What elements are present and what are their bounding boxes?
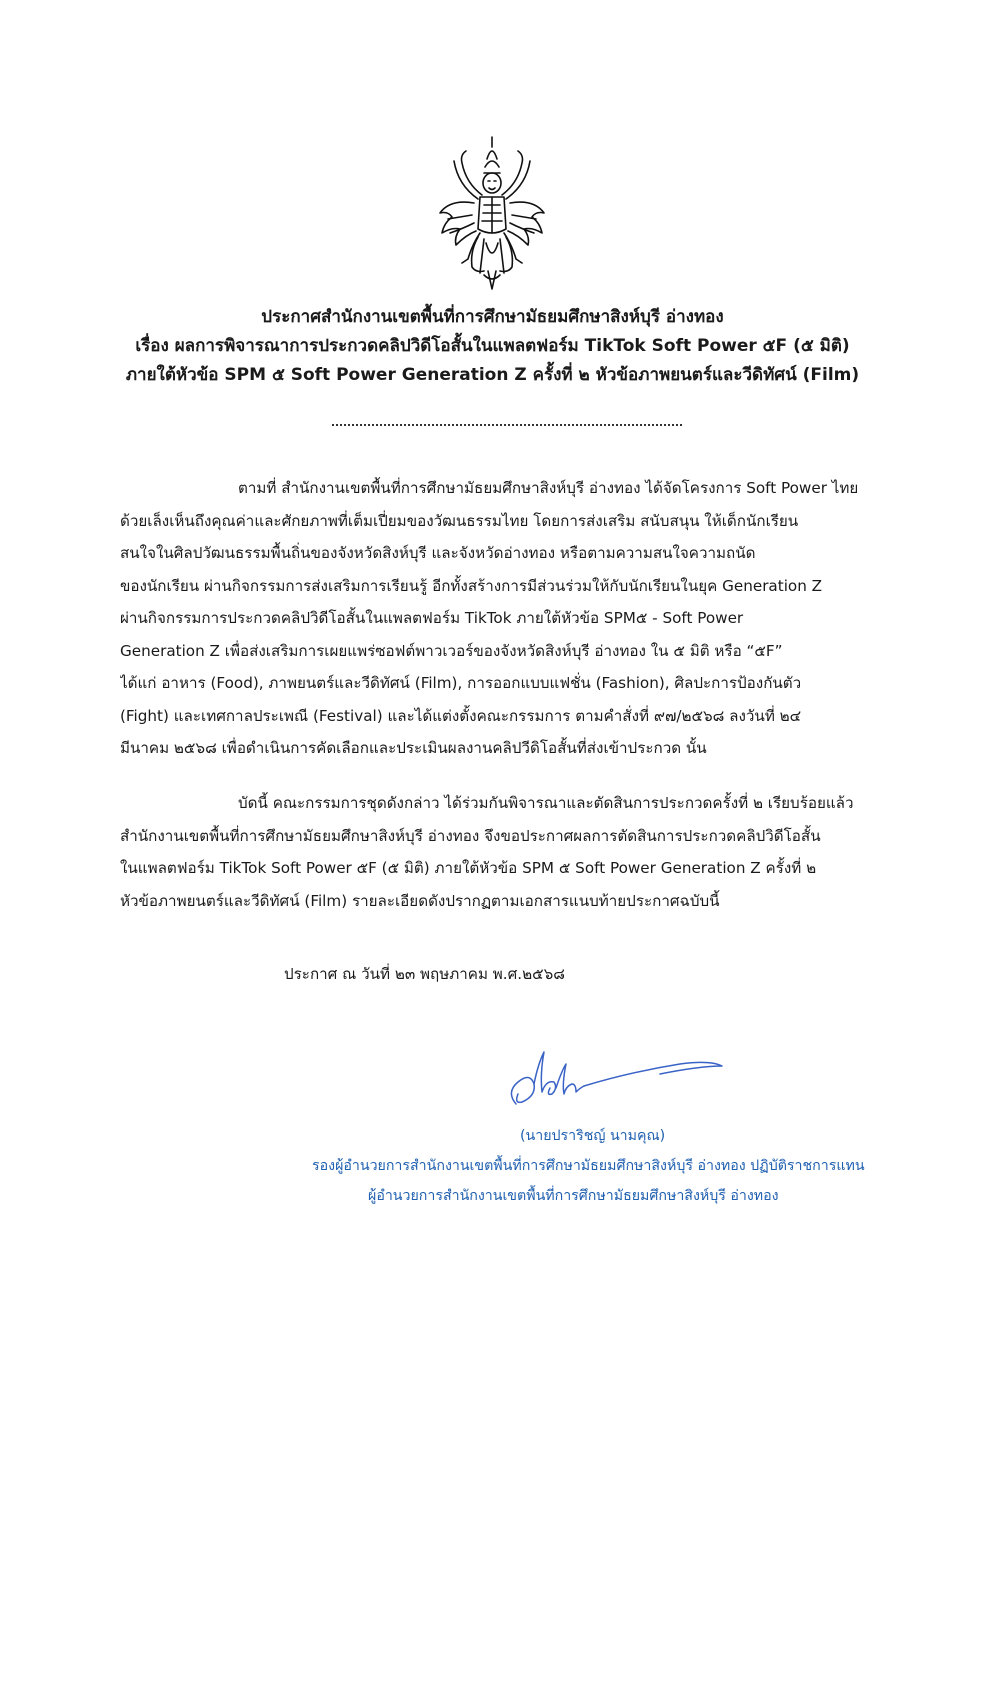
paragraph-1-line: สนใจในศิลปวัฒนธรรมพื้นถิ่นของจังหวัดสิงห์บุรี และจังหวัดอ่างทอง หรือตามความสนใจความถนัด	[120, 544, 756, 562]
paragraph-1-line: ของนักเรียน ผ่านกิจกรรมการส่งเสริมการเรียนรู้ อีกทั้งสร้างการมีส่วนร่วมให้กับนักเรียนในยุค Generation Z	[120, 576, 823, 595]
paragraph-1-line: ตามที่ สำนักงานเขตพื้นที่การศึกษามัธยมศึกษาสิงห์บุรี อ่างทอง ได้จัดโครงการ Soft Power ไทย	[238, 479, 859, 497]
paragraph-1-line: ได้แก่ อาหาร (Food), ภาพยนตร์และวีดิทัศน์ (Film), การออกแบบแฟชั่น (Fashion), ศิลปะการป้องกันตัว	[120, 674, 802, 692]
title-line-2: เรื่อง ผลการพิจารณาการประกวดคลิปวิดีโอสั้นในแพลตฟอร์ม TikTok Soft Power ๕F (๕ มิติ)	[135, 336, 850, 356]
paragraph-2-line: ในแพลตฟอร์ม TikTok Soft Power ๕F (๕ มิติ) ภายใต้หัวข้อ SPM ๕ Soft Power Generation Z ครั้งที่ ๒	[120, 859, 817, 877]
paragraph-2-line: บัดนี้ คณะกรรมการชุดดังกล่าว ได้ร่วมกันพิจารณาและตัดสินการประกวดครั้งที่ ๒ เรียบร้อยแล้ว	[238, 794, 854, 812]
paragraph-1	[120, 472, 875, 765]
handwritten-signature-icon	[500, 1044, 730, 1116]
title-line-3: ภายใต้หัวข้อ SPM ๕ Soft Power Generation Z ครั้งที่ ๒ หัวข้อภาพยนตร์และวีดิทัศน์ (Film)	[125, 365, 860, 385]
paragraph-1-line: Generation Z เพื่อส่งเสริมการเผยแพร่ซอฟต์พาวเวอร์ของจังหวัดสิงห์บุรี อ่างทอง ใน ๕ มิติ หรือ “๕F”	[120, 641, 783, 660]
title-line-1: ประกาศสำนักงานเขตพื้นที่การศึกษามัธยมศึกษาสิงห์บุรี อ่างทอง	[261, 307, 724, 327]
title-separator	[332, 424, 682, 426]
signer-position-line-1: รองผู้อำนวยการสำนักงานเขตพื้นที่การศึกษามัธยมศึกษาสิงห์บุรี อ่างทอง ปฏิบัติราชการแทน	[312, 1158, 865, 1174]
announcement-title	[60, 303, 925, 390]
announcement-date: ประกาศ ณ วันที่ ๒๓ พฤษภาคม พ.ศ.๒๕๖๘	[284, 965, 565, 983]
signer-name: (นายปราริชญ์ นามคุณ)	[520, 1128, 666, 1144]
paragraph-2	[120, 787, 875, 917]
paragraph-2-line: สำนักงานเขตพื้นที่การศึกษามัธยมศึกษาสิงห์บุรี อ่างทอง จึงขอประกาศผลการตัดสินการประกวดคลิปวิดีโอสั้น	[120, 826, 821, 845]
signer-position-line-2: ผู้อำนวยการสำนักงานเขตพื้นที่การศึกษามัธยมศึกษาสิงห์บุรี อ่างทอง	[368, 1188, 779, 1204]
paragraph-1-line: มีนาคม ๒๕๖๘ เพื่อดำเนินการคัดเลือกและประเมินผลงานคลิปวีดิโอสั้นที่ส่งเข้าประกวด นั้น	[120, 739, 707, 757]
signer-block	[280, 1121, 940, 1211]
paragraph-1-line: ผ่านกิจกรรมการประกวดคลิปวิดีโอสั้นในแพลตฟอร์ม TikTok ภายใต้หัวข้อ SPM๕ - Soft Power	[120, 609, 744, 627]
garuda-emblem-icon	[432, 133, 552, 293]
paragraph-1-line: ด้วยเล็งเห็นถึงคุณค่าและศักยภาพที่เต็มเปี่ยมของวัฒนธรรมไทย โดยการส่งเสริม สนับสนุน ให้เด็กนักเรียน	[120, 511, 799, 530]
paragraph-1-line: (Fight) และเทศกาลประเพณี (Festival) และได้แต่งตั้งคณะกรรมการ ตามคำสั่งที่ ๙๗/๒๕๖๘ ลงวันที่ ๒๔	[120, 706, 802, 725]
paragraph-2-line: หัวข้อภาพยนตร์และวีดิทัศน์ (Film) รายละเอียดดังปรากฏตามเอกสารแนบท้ายประกาศฉบับนี้	[120, 891, 720, 910]
